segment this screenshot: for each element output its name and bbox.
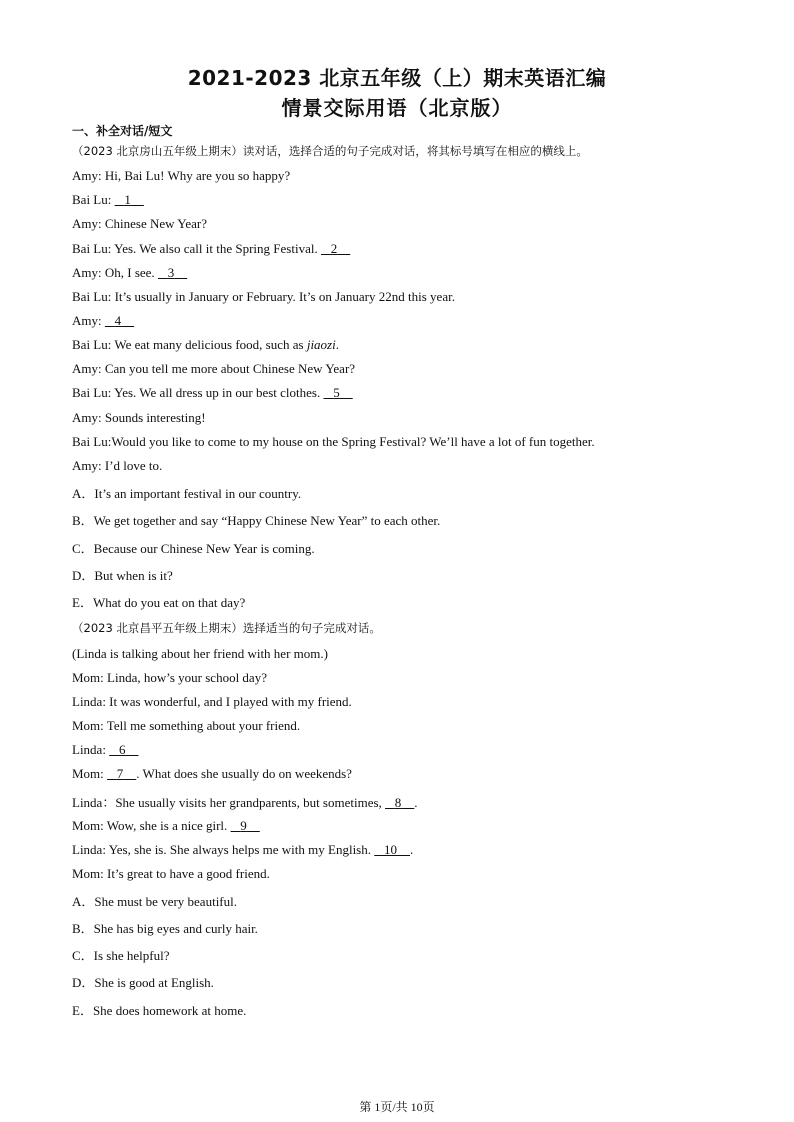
dialogue-line [72,434,595,450]
blank-pad-right [337,241,350,256]
dialogue-line [72,458,162,474]
answer-blank [385,795,414,811]
dialogue-text: Bai Lu: Yes. We also call it the Spring Festival. [72,241,318,256]
dialogue-line [72,718,300,734]
blank-pad-right [174,265,187,280]
answer-option: C．Because our Chinese New Year is coming. [72,541,315,556]
dialogue-tail: . [410,842,414,857]
dialogue-tail: . [335,337,339,352]
question-source: （2023 北京昌平五年级上期末）选择适当的句子完成对话。 [72,621,381,635]
answer-blank [323,385,352,401]
dialogue-text: Amy: I’d love to. [72,458,163,473]
blank-number: 4 [114,313,122,328]
answer-option: D．She is good at English. [72,975,214,990]
question-source: （2023 北京房山五年级上期末）读对话，选择合适的句子完成对话，将其标号填写在相应的横线上。 [72,144,588,158]
dialogue-text: Linda：She usually visits her grandparents, but sometimes, [72,795,382,810]
dialogue-line [72,192,144,208]
blank-number: 6 [118,742,126,757]
blank-pad-left [385,795,395,810]
blank-number: 9 [240,818,247,833]
dialogue-line [72,168,290,184]
dialogue-line [72,265,187,281]
dialogue-tail: . What does she usually do on weekends? [136,766,352,781]
blank-pad-left [109,742,119,757]
blank-pad-left [321,241,331,256]
dialogue-text: Mom: Linda, how’s your school day? [72,670,267,685]
dialogue-text: Bai Lu: [72,192,112,207]
dialogue-tail: . [414,795,418,810]
dialogue-text: Mom: It’s great to have a good friend. [72,866,270,881]
dialogue-text: Linda: [72,742,106,757]
blank-number: 3 [167,265,175,280]
dialogue-line [72,818,260,834]
blank-pad-left [107,766,117,781]
blank-pad-left [323,385,333,400]
blank-pad-right [340,385,353,400]
blank-pad-right [131,192,144,207]
dialogue-line [72,866,270,882]
blank-pad-right [123,766,136,781]
answer-blank [158,265,187,281]
dialogue-text: Mom: Wow, she is a nice girl. [72,818,228,833]
dialogue-line [72,792,418,811]
answer-option: E．What do you eat on that day? [72,595,246,610]
dialogue-line [72,289,455,305]
dialogue-line [72,670,267,686]
dialogue-line [72,385,353,401]
dialogue-text: Bai Lu:Would you like to come to my house on the Spring Festival? We’ll have a lot of fun together. [72,434,595,449]
blank-number: 5 [333,385,340,400]
section-heading: 一、补全对话/短文 [72,124,173,138]
answer-option: A．She must be very beautiful. [72,894,237,909]
dialogue-text: Amy: [72,313,102,328]
blank-number: 7 [116,766,124,781]
document-title-line1: 2021-2023 北京五年级（上）期末英语汇编 [187,66,607,90]
dialogue-line [72,694,352,710]
answer-option: B．She has big eyes and curly hair. [72,921,258,936]
answer-option: B．We get together and say “Happy Chinese New Year” to each other. [72,513,441,528]
blank-pad-right [397,842,410,857]
dialogue-line [72,410,206,426]
blank-pad-left [231,818,241,833]
answer-blank [107,766,136,782]
dialogue-text: Bai Lu: It’s usually in January or February. It’s on January 22nd this year. [72,289,455,304]
blank-number: 10 [384,842,397,857]
dialogue-line [72,337,339,353]
document-title-line2: 情景交际用语（北京版） [281,96,513,120]
dialogue-text: Bai Lu: Yes. We all dress up in our best clothes. [72,385,321,400]
dialogue-text: Amy: Hi, Bai Lu! Why are you so happy? [72,168,291,183]
answer-option: E．She does homework at home. [72,1003,247,1018]
blank-pad-left [115,192,125,207]
blank-number: 8 [394,795,402,810]
answer-option: D．But when is it? [72,568,173,583]
dialogue-line [72,842,413,858]
answer-option: C．Is she helpful? [72,948,170,963]
answer-blank [374,842,410,858]
blank-pad-right [247,818,260,833]
dialogue-text: Amy: Oh, I see. [72,265,155,280]
dialogue-line [72,766,352,782]
blank-pad-left [105,313,115,328]
dialogue-line [72,313,134,329]
blank-pad-right [401,795,414,810]
answer-blank [115,192,144,208]
dialogue-text: Amy: Chinese New Year? [72,216,208,231]
dialogue-text: Bai Lu: We eat many delicious food, such as [72,337,304,352]
blank-number: 2 [330,241,338,256]
answer-blank [109,742,138,758]
italic-word: jiaozi [306,337,336,352]
page-number: 第 1页/共 10页 [359,1100,435,1114]
dialogue-text: Amy: Can you tell me more about Chinese New Year? [72,361,356,376]
answer-blank [321,241,350,257]
answer-option: A．It’s an important festival in our country. [72,486,302,501]
answer-blank [105,313,134,329]
dialogue-text: Linda: Yes, she is. She always helps me with my English. [72,842,371,857]
blank-pad-right [125,742,138,757]
dialogue-line [72,241,350,257]
dialogue-text: (Linda is talking about her friend with her mom.) [72,646,328,661]
answer-blank [231,818,260,834]
dialogue-text: Amy: Sounds interesting! [72,410,206,425]
dialogue-line [72,216,207,232]
blank-pad-left [158,265,168,280]
blank-number: 1 [124,192,131,207]
dialogue-line [72,361,355,377]
blank-pad-left [374,842,384,857]
dialogue-line [72,742,138,758]
blank-pad-right [121,313,134,328]
dialogue-text: Linda: It was wonderful, and I played with my friend. [72,694,352,709]
dialogue-line [72,646,328,662]
dialogue-text: Mom: [72,766,104,781]
dialogue-text: Mom: Tell me something about your friend. [72,718,301,733]
